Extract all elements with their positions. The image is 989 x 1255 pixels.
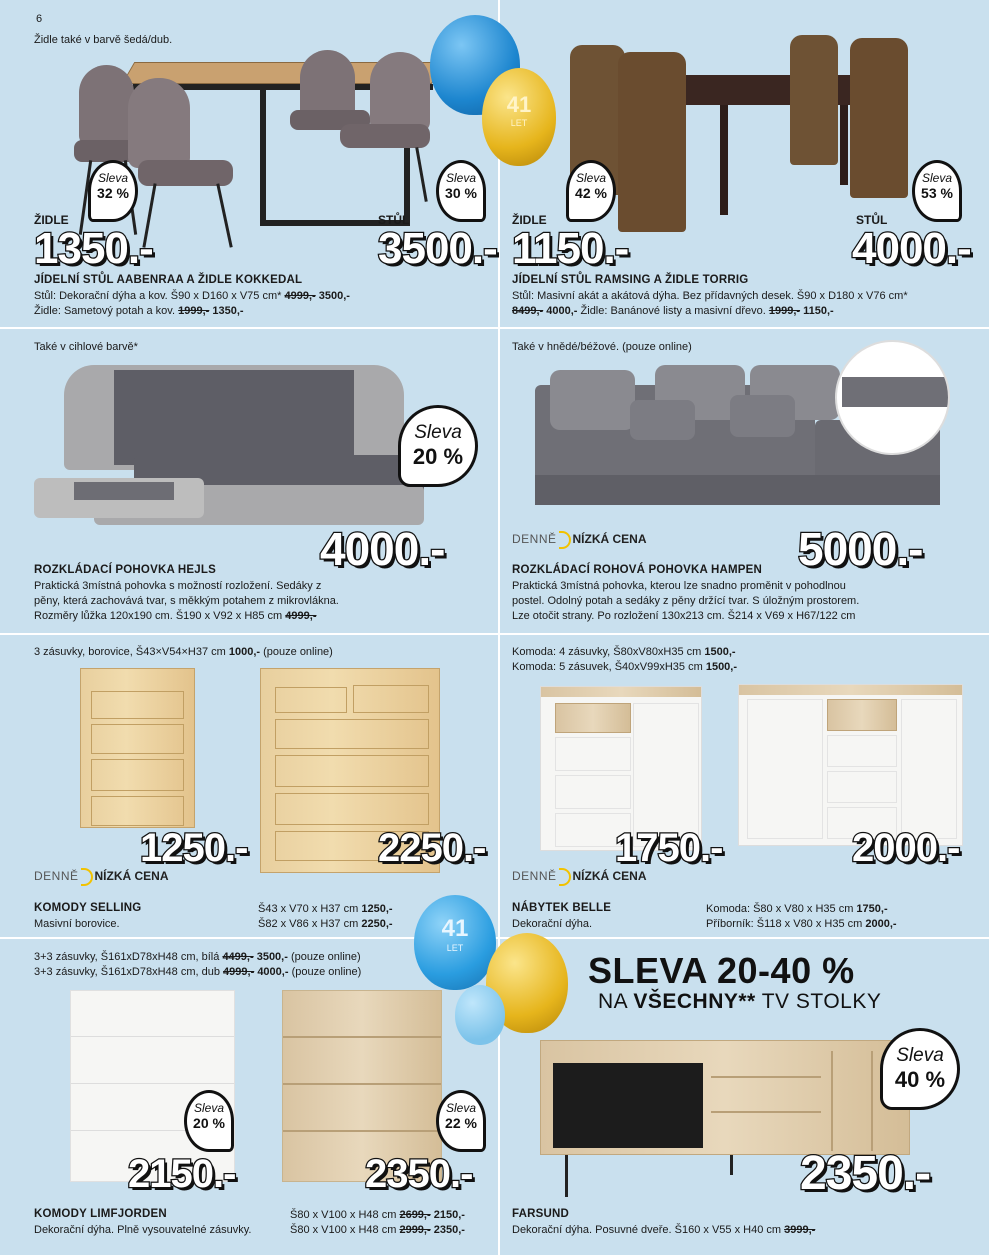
price: 4000.-: [320, 523, 445, 575]
product-desc-line: postel. Odolný potah a sedáky z pěny držící tvar. S úložným prostorem.: [512, 595, 860, 607]
label-table: STŮL: [378, 213, 410, 227]
label-chair: ŽIDLE: [512, 213, 547, 227]
price-chair: 1350.-: [34, 224, 153, 273]
product-name: ROZKLÁDACÍ ROHOVÁ POHOVKA HAMPEN: [512, 564, 763, 576]
dining-set-image: [570, 30, 910, 235]
product-name: JÍDELNÍ STŮL AABENRAA A ŽIDLE KOKKEDAL: [34, 274, 303, 286]
product-desc: Masivní borovice.: [34, 918, 120, 930]
product-desc-line: Praktická 3místná pohovka, kterou lze snadno proměnit v pohodlnou: [512, 580, 846, 592]
price-white-chest: 2150.-: [128, 1152, 236, 1196]
sleva-label: Sleva: [97, 171, 129, 185]
chair-image-2: [128, 78, 238, 248]
price-oak-chest: 2350.-: [365, 1152, 473, 1196]
price-chair: 1150.-: [512, 224, 629, 273]
balloon-blue: [414, 895, 496, 990]
sleva-badge: [436, 1090, 486, 1152]
sleva-badge: [88, 160, 138, 222]
balloon-sub: LET: [446, 943, 464, 953]
tv-stand-image: [540, 1040, 910, 1155]
product-desc-line: Stůl: Dekorační dýha a kov. Š90 x D160 x V75 cm* 4999,- 3500,-: [34, 290, 350, 302]
discount-value: 20 %: [193, 1115, 225, 1131]
tv-stand-leg: [565, 1155, 568, 1197]
sleva-badge: [184, 1090, 234, 1152]
price: 2350.-: [800, 1147, 931, 1200]
sleva-badge: [880, 1028, 960, 1110]
sleva-label: Sleva: [445, 1101, 477, 1115]
sleva-label: Sleva: [896, 1045, 944, 1066]
row-divider-2: [0, 633, 989, 635]
product-name: KOMODY LIMFJORDEN: [34, 1208, 167, 1220]
balloon-light: [455, 985, 505, 1045]
cell4-note: Také v hnědé/béžové. (pouze online): [512, 341, 692, 353]
spec-line: Komoda: Š80 x V80 x H35 cm 1750,-: [706, 903, 888, 915]
sleva-badge: [566, 160, 616, 222]
cell7-note: 3+3 zásuvky, Š161xD78xH48 cm, bílá 4499,- 3500,- (pouze online): [34, 951, 361, 963]
sleva-label: Sleva: [445, 171, 477, 185]
balloon-gold: [482, 68, 556, 166]
chest-small-image: [80, 668, 195, 828]
product-name: JÍDELNÍ STŮL RAMSING A ŽIDLE TORRIG: [512, 274, 749, 286]
cell6-note: Komoda: 4 zásuvky, Š80xV80xH35 cm 1500,-: [512, 646, 736, 658]
vertical-divider: [498, 0, 500, 1255]
product-desc-line: 8499,- 4000,- Židle: Banánové listy a masivní dřevo. 1999,- 1150,-: [512, 305, 834, 317]
discount-value: 22 %: [445, 1115, 477, 1131]
price-table: 3500.-: [378, 224, 497, 273]
price-belle-chest: 1750.-: [615, 826, 723, 870]
discount-value: 30 %: [445, 185, 477, 201]
spec-line: Příborník: Š118 x V80 x H35 cm 2000,-: [706, 918, 897, 930]
balloon-number: 41: [441, 915, 469, 942]
balloon-sub: LET: [510, 118, 528, 128]
promo-subline: NA VŠECHNY** TV STOLKY: [598, 990, 882, 1013]
product-desc: Dekorační dýha. Posuvné dveře. Š160 x V55 x H40 cm 3999,-: [512, 1224, 816, 1236]
spec-line: Š80 x V100 x H48 cm 2699,- 2150,-: [290, 1209, 465, 1221]
price-large-chest: 2250.-: [378, 826, 486, 870]
price-small-chest: 1250.-: [140, 826, 248, 870]
chair-image-4: [340, 52, 440, 202]
sleva-badge: [912, 160, 962, 222]
price-belle-sideboard: 2000.-: [852, 826, 960, 870]
sleva-label: Sleva: [921, 171, 953, 185]
product-desc-line: Lze otočit strany. Po rozložení 130x213 cm. Š214 x V69 x H67/122 cm: [512, 610, 856, 622]
product-desc: Dekorační dýha.: [512, 918, 593, 930]
spec-line: Š80 x V100 x H48 cm 2999,- 2350,-: [290, 1224, 465, 1236]
sleva-label: Sleva: [575, 171, 607, 185]
sofa-detail-circle: [835, 340, 950, 455]
promo-headline: SLEVA 20-40 %: [588, 950, 855, 991]
spec-line: Š82 x V86 x H37 cm 2250,-: [258, 918, 393, 930]
discount-value: 40 %: [894, 1067, 946, 1092]
sleva-badge: [436, 160, 486, 222]
discount-value: 20 %: [412, 444, 464, 469]
discount-value: 53 %: [921, 185, 953, 201]
product-desc-line: Rozměry lůžka 120x190 cm. Š190 x V92 x H85 cm 4999,-: [34, 610, 317, 622]
product-desc-line: Židle: Sametový potah a kov. 1999,- 1350,-: [34, 305, 244, 317]
cell6-note: Komoda: 5 zásuvek, Š40xV99xH35 cm 1500,-: [512, 661, 738, 673]
discount-value: 42 %: [575, 185, 607, 201]
cell5-note: 3 zásuvky, borovice, Š43×V54×H37 cm 1000,- (pouze online): [34, 646, 333, 658]
price: 5000.-: [798, 523, 923, 575]
sleva-badge: [398, 405, 478, 487]
product-name: FARSUND: [512, 1208, 569, 1220]
discount-value: 32 %: [97, 185, 129, 201]
balloon-number: 41: [506, 92, 532, 117]
cell1-note: Židle také v barvě šedá/dub.: [34, 34, 173, 46]
daily-low-price-logo: DENNĚ NÍZKÁ CENA: [34, 868, 169, 886]
cell3-note: Také v cihlové barvě*: [34, 341, 138, 353]
page-number: 6: [36, 13, 43, 25]
row-divider-1: [0, 327, 989, 329]
sofa-bed-image: [34, 360, 434, 545]
sleva-label: Sleva: [414, 422, 462, 443]
product-name: KOMODY SELLING: [34, 902, 142, 914]
belle-sideboard-image: [738, 684, 963, 846]
tv-stand-leg: [730, 1155, 733, 1175]
product-desc-line: Stůl: Masivní akát a akátová dýha. Bez přídavných desek. Š90 x D180 x V76 cm*: [512, 290, 908, 302]
sleva-label: Sleva: [193, 1101, 225, 1115]
product-name: NÁBYTEK BELLE: [512, 902, 612, 914]
daily-low-price-logo: DENNĚ NÍZKÁ CENA: [512, 868, 647, 886]
product-name: ROZKLÁDACÍ POHOVKA HEJLS: [34, 564, 216, 576]
daily-low-price-logo: DENNĚ NÍZKÁ CENA: [512, 531, 647, 549]
cell7-note: 3+3 zásuvky, Š161xD78xH48 cm, dub 4999,- 4000,- (pouze online): [34, 966, 362, 978]
spec-line: Š43 x V70 x H37 cm 1250,-: [258, 903, 393, 915]
product-desc-line: Praktická 3místná pohovka s možností rozložení. Sedáky z: [34, 580, 322, 592]
product-desc: Dekorační dýha. Plně vysouvatelné zásuvky.: [34, 1224, 252, 1236]
price-table: 4000.-: [852, 224, 971, 273]
label-chair: ŽIDLE: [34, 213, 69, 227]
label-table: STŮL: [856, 213, 888, 227]
product-desc-line: pěny, která zachovává tvar, s měkkým potahem z mikrovlákna.: [34, 595, 339, 607]
